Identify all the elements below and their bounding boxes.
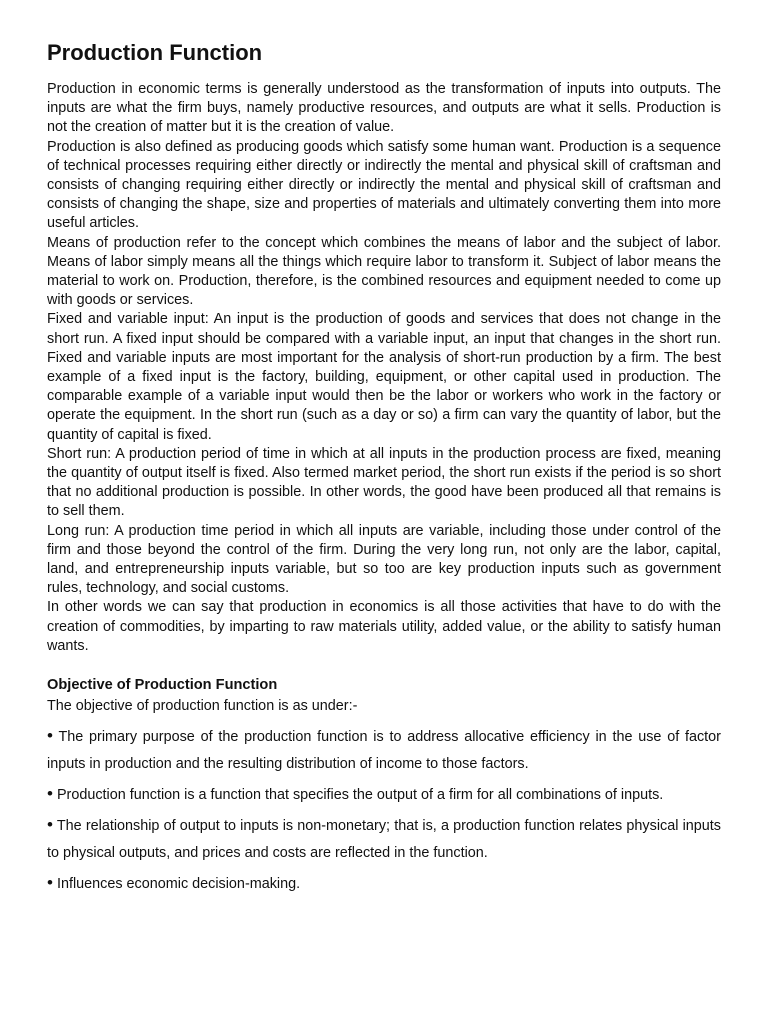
paragraph-short-run: Short run: A production period of time in which at all inputs in the production process are fixed, meaning the quantity of output itself is fixed. Also termed market period, the short run exists if the period is so short that no additional production is possible. In other words, the good have been produced all that remains is to sell them. (47, 445, 721, 520)
page-title: Production Function (47, 40, 263, 65)
objective-intro: The objective of production function is as under:- (47, 698, 358, 715)
bullet-item (47, 869, 721, 898)
bullet-item (47, 811, 721, 867)
bullet-icon: • (47, 784, 53, 804)
section-heading-objective: Objective of Production Function (47, 677, 278, 694)
bullet-text: Production function is a function that specifies the output of a firm for all combinations of inputs. (56, 787, 664, 804)
paragraph-long-run: Long run: A production time period in which all inputs are variable, including those under control of the firm and those beyond the control of the firm. During the very long run, not only are the labor, capital, land, and entrepreneurship inputs variable, but so too are key production inputs such as government rules, technology, and social customs. (47, 522, 721, 597)
bullet-icon: • (47, 873, 53, 893)
bullet-icon: • (47, 726, 53, 746)
bullet-text: The relationship of output to inputs is non-monetary; that is, a production function relates physical inputs to physical outputs, and prices and costs are reflected in the function. (47, 818, 721, 862)
paragraph-summary: In other words we can say that production in economics is all those activities that have to do with the creation of commodities, by imparting to raw materials utility, added value, or the ability to satisfy human wants. (47, 599, 721, 654)
document-page (47, 38, 721, 900)
bullet-text: Influences economic decision-making. (56, 876, 301, 893)
bullet-item (47, 780, 721, 809)
bullet-icon: • (47, 815, 53, 835)
paragraph-production-definition: Production in economic terms is generally understood as the transformation of inputs into outputs. The inputs are what the firm buys, namely productive resources, and outputs are what it sells. Production is not the creation of matter but it is the creation of value. (47, 81, 721, 136)
bullet-text: The primary purpose of the production function is to address allocative efficiency in the use of factor inputs in production and the resulting distribution of income to those factors. (47, 729, 721, 773)
bullet-item (47, 722, 721, 778)
paragraph-fixed-variable-input: Fixed and variable input: An input is the production of goods and services that does not change in the short run. A fixed input should be compared with a variable input, an input that changes in the short run. Fixed and variable inputs are most important for the analysis of short-run production by a firm. The best example of a fixed input is the factory, building, equipment, or other capital used in production. The comparable example of a variable input would then be the labor or workers who work in the factory or operate the equipment. In the short run (such as a day or so) a firm can vary the quantity of labor, but the quantity of capital is fixed. (47, 311, 721, 443)
paragraph-means-of-production: Means of production refer to the concept which combines the means of labor and the subject of labor. Means of labor simply means all the things which require labor to transform it. Subject of labor means the material to work on. Production, therefore, is the combined resources and equipment needed to come up with goods or services. (47, 234, 721, 309)
paragraph-production-want: Production is also defined as producing goods which satisfy some human want. Production is a sequence of technical processes requiring either directly or indirectly the mental and physical skill of craftsman and consists of changing requiring either directly or indirectly the mental and physical skill of craftsman and consists of changing the shape, size and properties of materials and ultimately converting them into more useful articles. (47, 138, 721, 232)
